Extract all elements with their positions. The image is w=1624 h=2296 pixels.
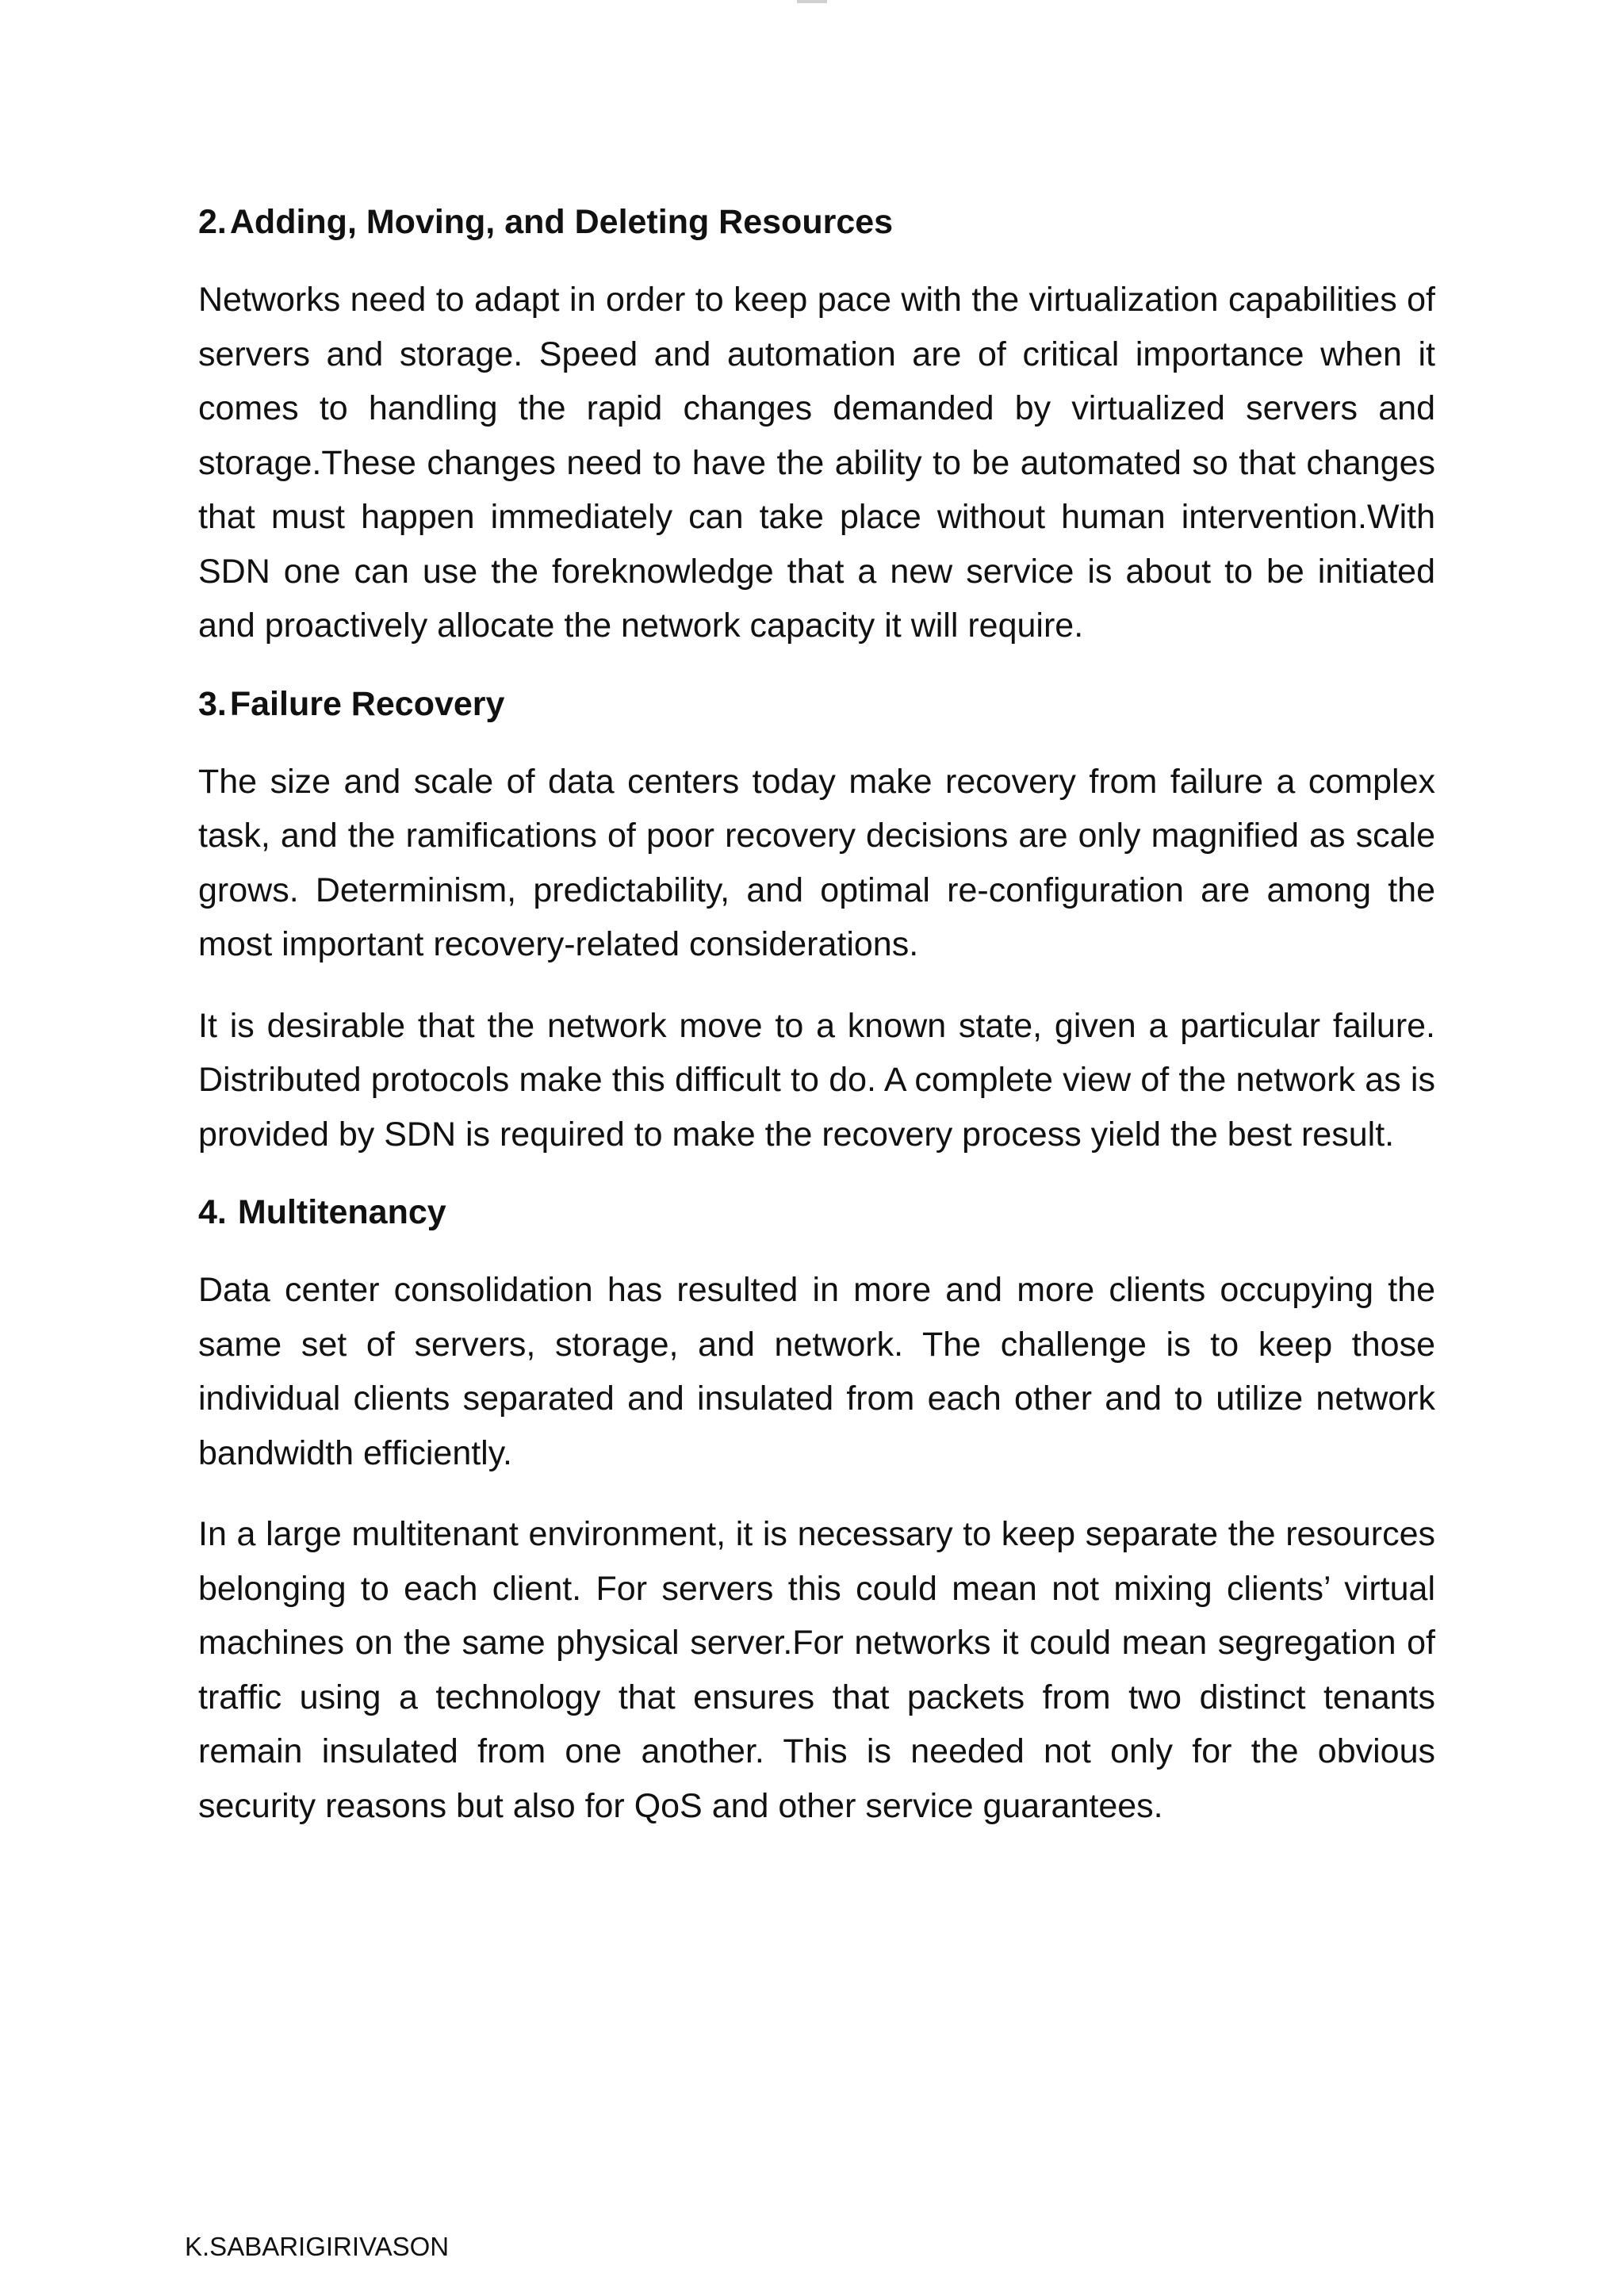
section-number: 2. [198,203,227,241]
paragraph: The size and scale of data centers today make recovery from failure a complex task, and the ramifications of poor recovery decisions are only magnified as scale grows. Determinism, predictability, and optimal re-configuration are among the most important recovery-related considerations. [198,762,1435,963]
paragraph: Networks need to adapt in order to keep pace with the virtualization capabilities of servers and storage. Speed and automation are of critical importance when it comes to handling the rapid changes demanded by virtualized servers and storage.These changes need to have the ability to be automated so that changes that must happen immediately can take place without human intervention.With SDN one can use the foreknowledge that a new service is about to be initiated and proactively allocate the network capacity it will require. [198,281,1435,645]
section-heading-failure-recovery [198,680,1435,728]
paragraph: In a large multitenant environment, it is necessary to keep separate the resources belonging to each client. For servers this could mean not mixing clients’ virtual machines on the same physical server.For networks it could mean segregation of trafﬁc using a technology that ensures that packets from two distinct tenants remain insulated from one another. This is needed not only for the obvious security reasons but also for QoS and other service guarantees. [198,1515,1435,1825]
section-title: Adding, Moving, and Deleting Resources [229,203,894,241]
section-number: 4. [198,1193,227,1231]
footer-author: K.SABARIGIRIVASON [185,2232,450,2261]
document-body [198,198,1435,1860]
header-mark [797,0,827,3]
section-heading-adding-moving-deleting [198,198,1435,246]
paragraph: It is desirable that the network move to a known state, given a particular failure. Distributed protocols make this difﬁcult to do. A complete view of the network as is provided by SDN is required to make the recovery process yield the best result. [198,1006,1435,1154]
paragraph: Data center consolidation has resulted in more and more clients occupying the same set of servers, storage, and network. The challenge is to keep those individual clients separated and insulated from each other and to utilize network bandwidth efﬁciently. [198,1271,1435,1472]
section-title: Failure Recovery [229,684,505,723]
section-heading-multitenancy [198,1188,1435,1236]
section-title: Multitenancy [237,1193,446,1231]
section-number: 3. [198,684,227,723]
